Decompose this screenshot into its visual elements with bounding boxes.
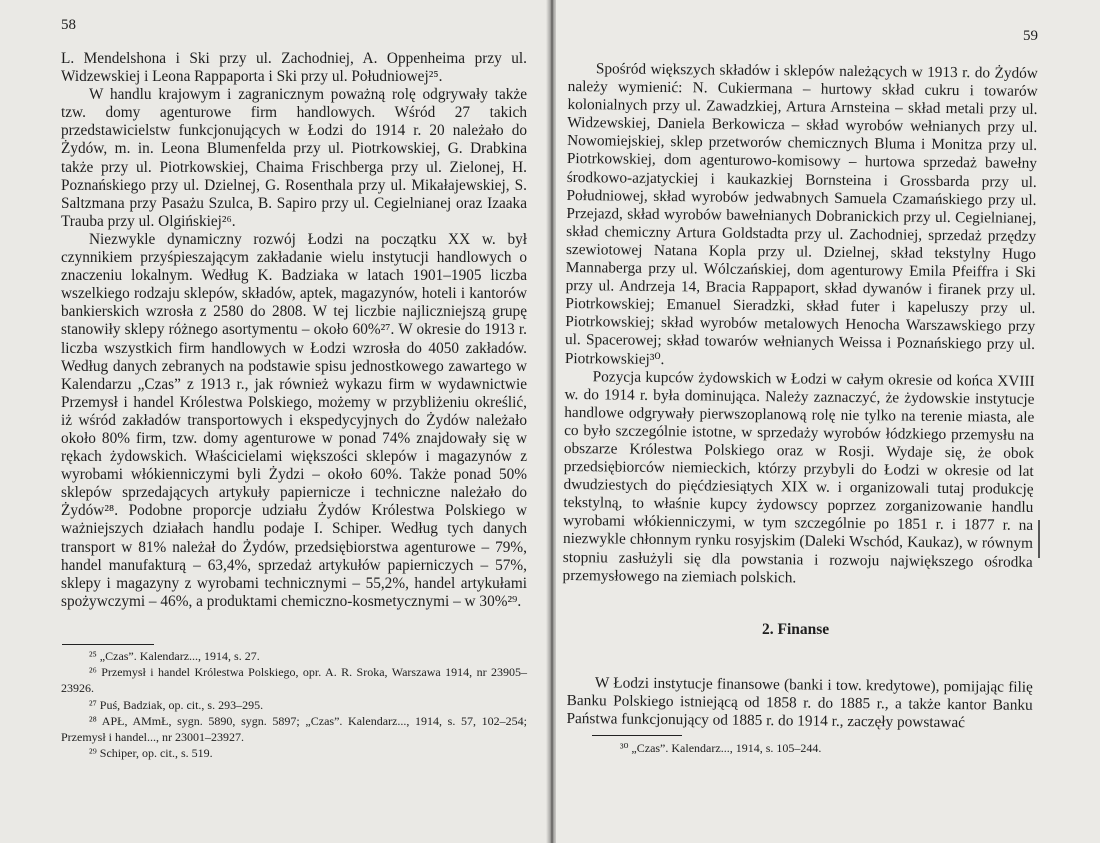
margin-mark — [1038, 520, 1040, 558]
section-heading: 2. Finanse — [762, 621, 830, 638]
footnotes — [61, 648, 527, 761]
left-page — [0, 0, 548, 843]
paragraph: W Łodzi instytucje finansowe (banki i tow. kredytowe), pomijając filię Banku Polskiego istniejącą od 1858 r. do 1885 r., a także kantor Banku Państwa funkcjonujący od 1885 r. do 1914 r., zaczęły powstawać — [566, 674, 1033, 732]
footnote: ²⁶ Przemysł i handel Królestwa Polskiego, opr. A. R. Sroka, Warszawa 1914, nr 23905–23926. — [61, 665, 527, 696]
body-text — [563, 60, 1038, 590]
footnote: ²⁷ Puś, Badziak, op. cit., s. 293–295. — [89, 697, 264, 712]
footnote: ²⁵ „Czas”. Kalendarz..., 1914, s. 27. — [89, 649, 260, 663]
paragraph: L. Mendelshona i Ski przy ul. Zachodniej, A. Oppenheima przy ul. Widzewskiej i Leona Rappaporta i Ski przy ul. Południowej²⁵. — [61, 50, 527, 86]
paragraph: Pozycja kupców żydowskich w Łodzi w całym okresie od końca XVIII w. do 1914 r. była dominująca. Należy zaznaczyć, że żydowskie instytucje handlowe odgrywały pierwszoplanową rolę nie tylko na terenie miasta, ale co było szczególnie istotne, w sprzedaży wyrobów łódzkiego przemysłu na obszarze Królestwa Polskiego oraz w Rosji. Wydaje się, że obok przedsiębiorców niemieckich, którzy przybyli do Łodzi w okresie od lat dwudziestych do pięćdziesiątych XIX w. i organizowali tutaj produkcję tekstylną, to właśnie kupcy żydowscy poprzez zorganizowanie handlu wyrobami włókienniczymi, w tym szczególnie po 1851 r. i 1877 r. na niezwykle chłonnym rynku rosyjskim (Daleki Wschód, Kaukaz), w równym stopniu zasłużyli się dla powstania i rozwoju największego ośrodka przemysłowego na ziemiach polskich. — [562, 367, 1035, 587]
footnote-rule — [62, 644, 154, 645]
page-number: 58 — [61, 17, 76, 33]
footnotes — [592, 740, 1032, 756]
footnote-rule — [592, 735, 682, 736]
body-text — [61, 50, 527, 611]
paragraph: Spośród większych składów i sklepów należących w 1913 r. do Żydów należy wymienić: N. Cukiermana – hurtowy skład cukru i towarów kolonialnych przy ul. Zawadzkiej, Artura Arnsteina – skład metali przy ul. Widzewskiej, Daniela Berkowicza – skład wyrobów wełnianych przy ul. Nowomiejskiej, sklep przetworów chemicznych Bluma i Monitza przy ul. Piotrkowskiej, dom agenturowo-komisowy – hurtowa sprzedaż bawełny środkowo-azjatyckiej i kaukazkiej Bornsteina i Grossbarda przy ul. Południowej, skład wyrobów jedwabnych Samuela Czamańskiego przy ul. Przejazd, skład wyrobów bawełnianych Dobranickich przy ul. Cegielnianej, skład chemiczny Artura Goldstadta przy ul. Zachodniej, sprzedaż przędzy szewiotowej Natana Kopla przy ul. Dzielnej, skład tekstylny Hugo Mannaberga przy ul. Wólczańskiej, dom agenturowy Emila Pfeiffra i Ski przy ul. Andrzeja 14, Bracia Rappaport, skład dywanów i firanek przy ul. Piotrkowskiej; Emanuel Sieradzki, skład futer i kapeluszy przy ul. Piotrkowskiej; skład wyrobów metalowych Henocha Warszawskiego przy ul. Spacerowej; skład towarów wełnianych Weissa i Poznańskiego przy ul. Piotrkowskiej³⁰. — [564, 60, 1038, 368]
footnote: ²⁹ Schiper, op. cit., s. 519. — [89, 746, 213, 761]
footnote: ³⁰ „Czas”. Kalendarz..., 1914, s. 105–244. — [620, 741, 822, 755]
paragraph: Niezwykle dynamiczny rozwój Łodzi na początku XX w. był czynnikiem przyśpieszającym zakładanie wielu instytucji handlowych o znaczeniu lokalnym. Według K. Badziaka w latach 1901–1905 liczba wszelkiego rodzaju sklepów, składów, aptek, magazynów, hoteli i kantorów bankierskich wzrosła z 2580 do 2808. W tej liczbie najliczniejszą grupę stanowiły sklepy różnego asortymentu – około 60%²⁷. W okresie do 1913 r. liczba wszystkich firm handlowych w Łodzi wzrosła do 4050 zakładów. Według danych zebranych na podstawie spisu jednostkowego zawartego w Kalendarzu „Czas” z 1913 r., jak również wykazu firm w wydawnictwie Przemysł i handel Królestwa Polskiego, możemy w przybliżeniu określić, iż wśród zakładów transportowych i ekspedycyjnych do Żydów należało około 80% firm, tzw. domy agenturowe w ponad 74% znajdowały się w rękach żydowskich. Właścicielami większości sklepów i magazynów z wyrobami włókienniczymi byli Żydzi – około 60%. Także ponad 50% sklepów sprzedających artykuły papiernicze i techniczne należało do Żydów²⁸. Podobne proporcje udziału Żydów Królestwa Polskiego w ważniejszych działach handlu podaje I. Schiper. Według tych danych transport w 81% należał do Żydów, przedsiębiorstwa agenturowe – 79%, handel manufakturą – 63,4%, sprzedaż artykułów papierniczych – 57%, sklepy i magazyny z wyrobami technicznymi – 55,2%, handel artykułami spożywczymi – 46%, a produktami chemiczno-kosmetycznymi – w 30%²⁹. — [61, 230, 527, 610]
footnote: ²⁸ APŁ, AMmŁ, sygn. 5890, sygn. 5897; „Czas”. Kalendarz..., 1914, s. 57, 102–254; Przemysł i handel..., nr 23001–23927. — [61, 713, 527, 745]
body-text — [566, 674, 1033, 733]
page-number: 59 — [1023, 28, 1038, 44]
paragraph: W handlu krajowym i zagranicznym poważną rolę odgrywały także tzw. domy agenturowe firm handlowych. Wśród 27 takich przedstawicielstw funkcjonujących w Łodzi do 1914 r. 20 należało do Żydów, m. in. Leona Blumenfelda przy ul. Piotrkowskiej, G. Drabkina także przy ul. Piotrkowskiej, Chaima Frischberga przy ul. Zielonej, H. Poznańskiego przy ul. Dzielnej, G. Rosenthala przy ul. Mikałajewskiej, S. Saltzmana przy Pasażu Szulca, B. Sapiro przy ul. Cegielnianej oraz Izaaka Trauba przy ul. Olgińskiej²⁶. — [61, 86, 527, 230]
